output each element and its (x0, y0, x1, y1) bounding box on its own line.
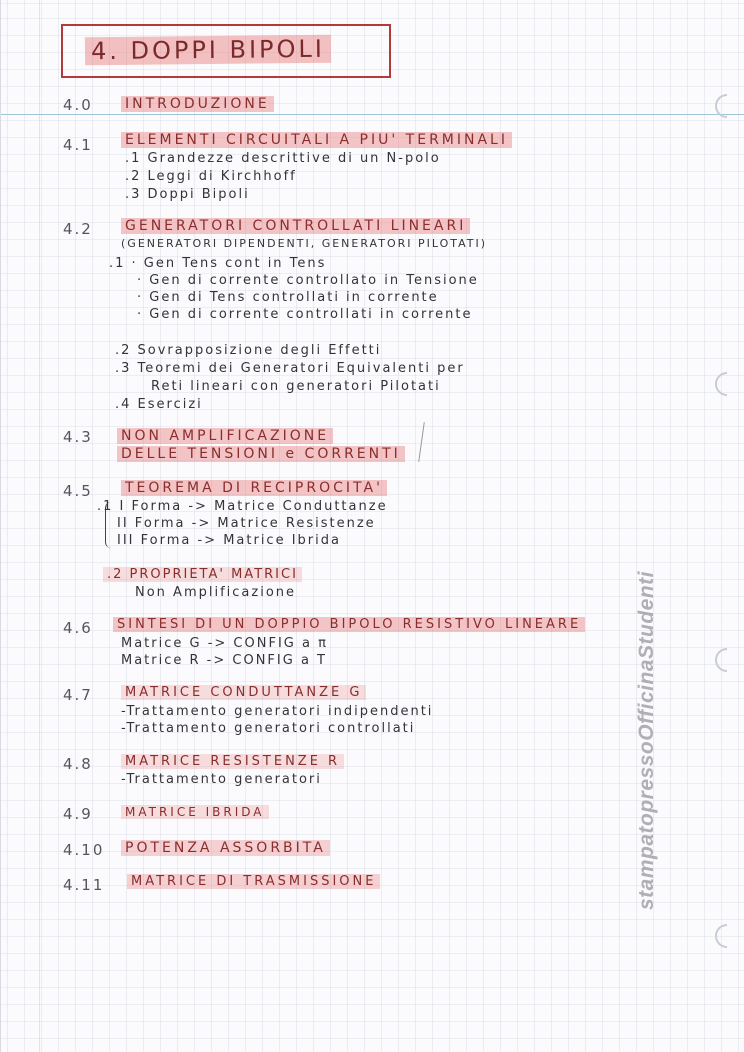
list-item: -Trattamento generatori indipendenti (121, 704, 434, 719)
section-number: 4.5 (63, 482, 93, 500)
section-number: 4.10 (63, 841, 105, 859)
section-heading: MATRICE CONDUTTANZE G (121, 685, 366, 700)
list-item: Matrice R -> CONFIG a T (121, 653, 327, 668)
section-heading: GENERATORI CONTROLLATI LINEARI (121, 218, 470, 234)
list-item: -Trattamento generatori controllati (121, 721, 416, 736)
list-item: .1 Grandezze descrittive di un N-polo (125, 151, 441, 166)
binder-hole (715, 372, 727, 396)
header-line (1, 114, 744, 115)
list-item: -Trattamento generatori (121, 772, 322, 787)
pen-mark (418, 422, 425, 462)
binder-hole (715, 648, 727, 672)
list-item: · Gen di corrente controllati in corrente (137, 307, 473, 322)
page-title: 4. DOPPI BIPOLI (85, 35, 331, 66)
section-heading: ELEMENTI CIRCUITALI A PIU' TERMINALI (121, 132, 512, 148)
section-number: 4.11 (63, 876, 105, 894)
list-item: .3 Doppi Bipoli (125, 187, 250, 202)
section-number: 4.1 (63, 136, 93, 154)
section-number: 4.8 (63, 755, 93, 773)
section-heading: MATRICE DI TRASMISSIONE (127, 874, 380, 889)
list-item: · Gen di Tens controllati in corrente (137, 290, 439, 305)
watermark: stampatopressoOfficinaStudenti (635, 570, 658, 910)
section-number: 4.3 (63, 428, 93, 446)
list-item: .2 PROPRIETA' MATRICI (103, 567, 302, 582)
section-number: 4.6 (63, 619, 93, 637)
margin-line (39, 0, 40, 1052)
list-item: .3 Teoremi dei Generatori Equivalenti per (115, 361, 465, 376)
section-heading: NON AMPLIFICAZIONE (117, 428, 333, 444)
section-number: 4.9 (63, 805, 93, 823)
list-item: .1 I Forma -> Matrice Conduttanze (97, 499, 388, 514)
section-subheading: (GENERATORI DIPENDENTI, GENERATORI PILOTATI) (121, 237, 488, 250)
list-item: Non Amplificazione (135, 585, 297, 600)
list-item: Matrice G -> CONFIG a π (121, 636, 328, 651)
section-heading: MATRICE IBRIDA (121, 805, 269, 819)
section-heading: TEOREMA DI RECIPROCITA' (121, 480, 387, 496)
list-item: .2 Sovrapposizione degli Effetti (115, 343, 382, 358)
section-heading-line2: DELLE TENSIONI e CORRENTI (117, 446, 405, 462)
list-item: Reti lineari con generatori Pilotati (151, 379, 441, 394)
section-number: 4.0 (63, 96, 93, 114)
list-item: .4 Esercizi (115, 397, 203, 412)
list-item: II Forma -> Matrice Resistenze (117, 516, 376, 531)
list-item: · Gen di corrente controllato in Tensione (137, 273, 479, 288)
section-number: 4.2 (63, 220, 93, 238)
section-heading: INTRODUZIONE (121, 96, 274, 112)
list-item: .1 · Gen Tens cont in Tens (109, 256, 327, 271)
section-number: 4.7 (63, 686, 93, 704)
section-heading: POTENZA ASSORBITA (121, 840, 330, 856)
list-item: .2 Leggi di Kirchhoff (125, 169, 297, 184)
section-heading: MATRICE RESISTENZE R (121, 754, 344, 769)
binder-hole (715, 924, 727, 948)
list-item: III Forma -> Matrice Ibrida (117, 533, 341, 548)
section-heading: SINTESI DI UN DOPPIO BIPOLO RESISTIVO LINEARE (113, 617, 585, 632)
